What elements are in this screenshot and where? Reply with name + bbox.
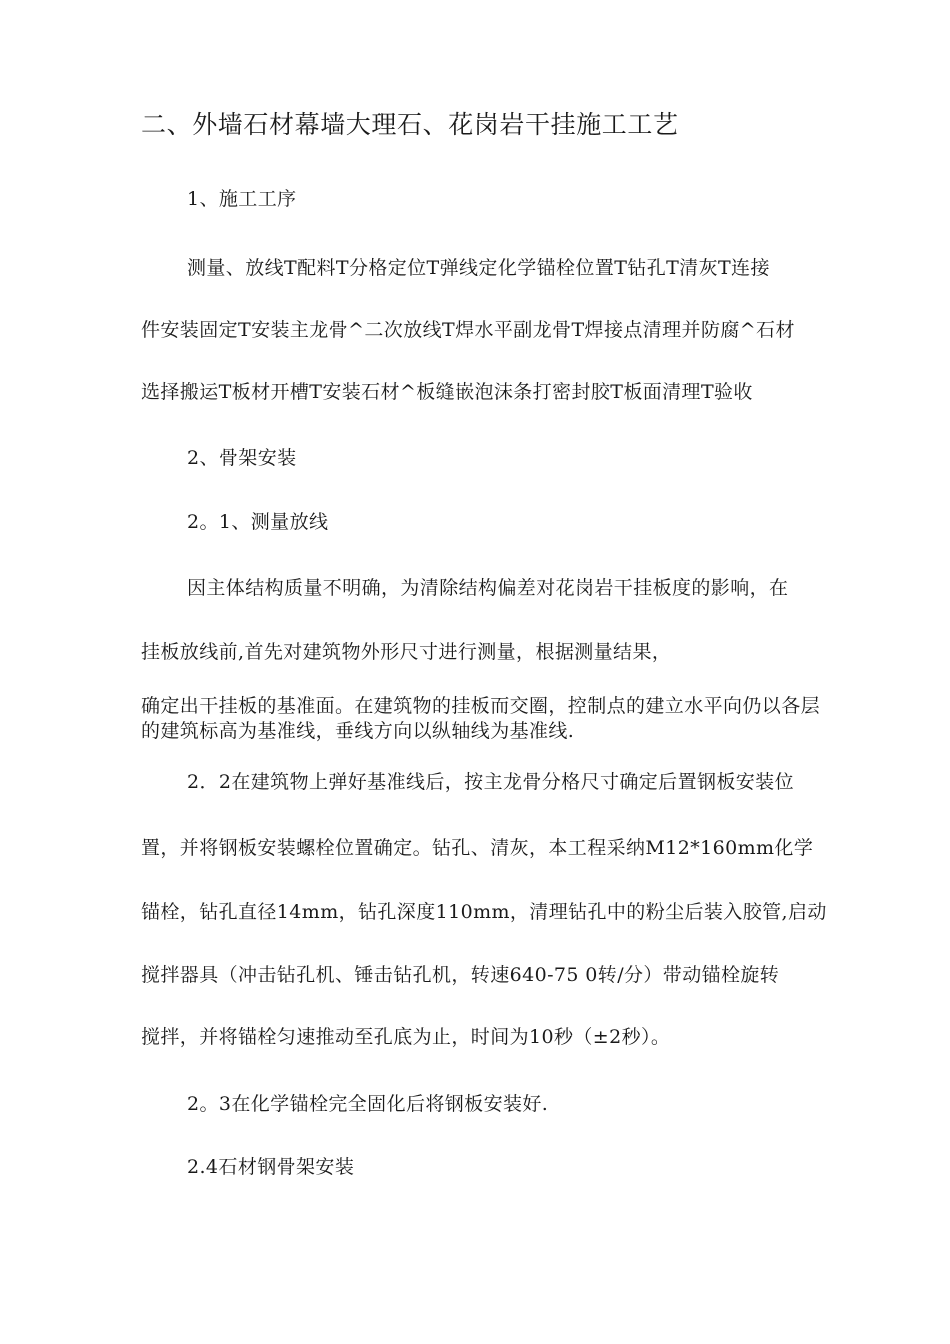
process-line-2: 件安装固定T安装主龙骨^二次放线T焊水平副龙骨T焊接点清理并防腐^石材 [141,319,795,341]
document-title: 二、外墙石材幕墙大理石、花岗岩干挂施工工艺 [141,110,679,139]
section-heading-construction-process: 1、施工工序 [187,188,297,210]
section-heading-frame-installation: 2、骨架安装 [187,447,297,469]
survey-line-2: 挂板放线前,首先对建筑物外形尺寸进行测量，根据测量结果， [141,641,672,663]
anchor-line-2: 置，并将钢板安装螺栓位置确定。钻孔、清灰，本工程采纳M12*160mm化学 [141,837,814,859]
survey-line-1: 因主体结构质量不明确，为清除结构偏差对花岗岩干挂板度的影响，在 [187,577,789,599]
subsection-heading-survey: 2。1、测量放线 [187,511,329,533]
steel-plate-line: 2。3在化学锚栓完全固化后将钢板安装好. [187,1093,549,1115]
anchor-line-1: 2．2在建筑物上弹好基准线后，按主龙骨分格尺寸确定后置钢板安装位 [187,771,794,793]
survey-paragraph-block: 确定出干挂板的基准面。在建筑物的挂板而交圈，控制点的建立水平向仍以各层的建筑标高为基准线，垂线方向以纵轴线为基准线. [141,695,821,742]
stone-frame-heading: 2.4石材钢骨架安装 [187,1156,355,1178]
anchor-line-3: 锚栓，钻孔直径14mm，钻孔深度110mm，清理钻孔中的粉尘后装入胶管,启动 [141,901,827,923]
anchor-line-4: 搅拌器具（冲击钻孔机、锤击钻孔机，转速640-75 0转/分）带动锚栓旋转 [141,964,780,986]
anchor-line-5: 搅拌，并将锚栓匀速推动至孔底为止，时间为10秒（±2秒）。 [141,1026,671,1048]
process-line-1: 测量、放线T配料T分格定位T弹线定化学锚栓位置T钻孔T清灰T连接 [187,257,770,279]
process-line-3: 选择搬运T板材开槽T安装石材^板缝嵌泡沫条打密封胶T板面清理T验收 [141,381,753,403]
